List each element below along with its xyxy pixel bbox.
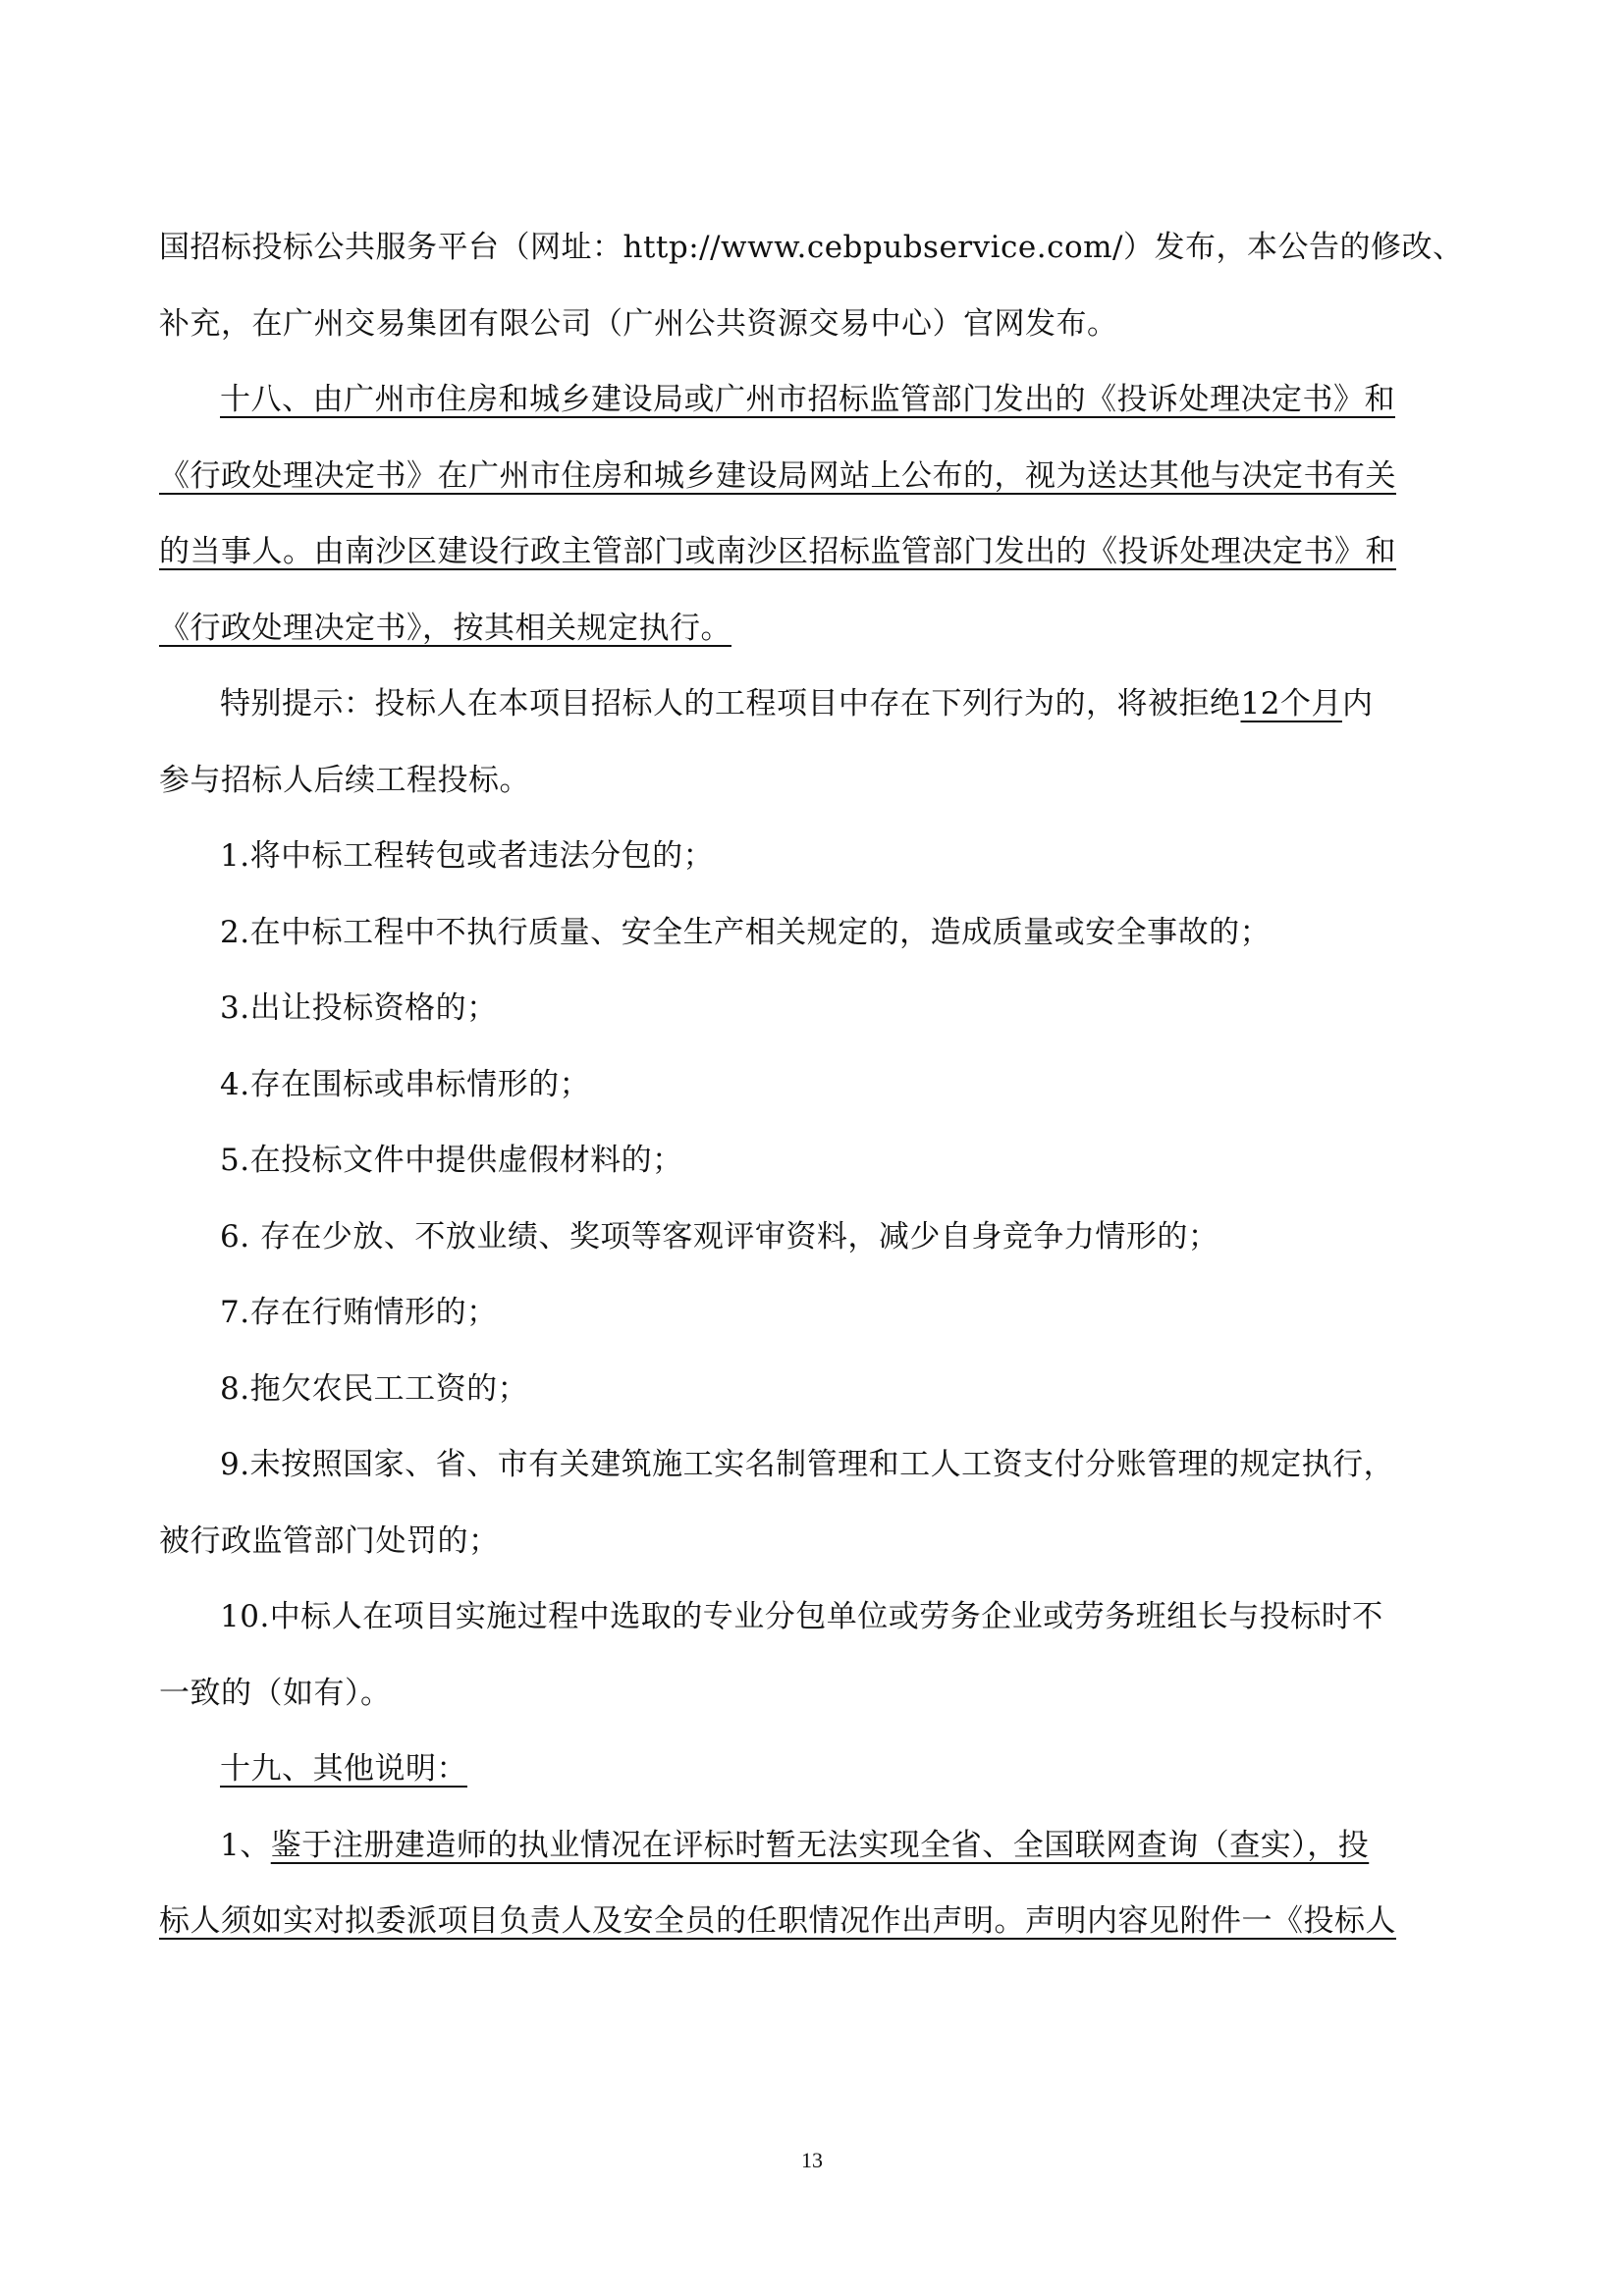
text-line: [159, 1664, 1475, 1740]
underlined-text: 标人须如实对拟委派项目负责人及安全员的任职情况作出声明。声明内容见附件一《投标人: [159, 1903, 1396, 1939]
text-line: [159, 903, 1475, 980]
text-segment: 国招标投标公共服务平台（网址：http://www.cebpubservice.com/）发布，本公告的修改、: [159, 230, 1464, 265]
text-segment: 被行政监管部门处罚的；: [159, 1522, 500, 1559]
text-segment: 9.未按照国家、省、市有关建筑施工实名制管理和工人工资支付分账管理的规定执行，: [220, 1447, 1395, 1482]
text-line: [159, 1816, 1475, 1893]
text-segment: 5.在投标文件中提供虚假材料的；: [220, 1143, 683, 1178]
text-line: [159, 1512, 1475, 1588]
underlined-text: 的当事人。由南沙区建设行政主管部门或南沙区招标监管部门发出的《投诉处理决定书》和: [159, 534, 1396, 569]
text-segment: 参与招标人后续工程投标。: [159, 762, 530, 798]
text-segment: 10.中标人在项目实施过程中选取的专业分包单位或劳务企业或劳务班组长与投标时不: [220, 1599, 1383, 1634]
underlined-text: 十九、其他说明：: [220, 1751, 467, 1787]
text-line: [159, 1892, 1475, 1968]
text-segment: 特别提示：投标人在本项目招标人的工程项目中存在下列行为的，将被拒绝: [220, 686, 1241, 721]
text-line: [159, 1131, 1475, 1207]
text-segment: 3.出让投标资格的；: [220, 990, 498, 1026]
text-line: [159, 1055, 1475, 1132]
text-segment: 8.拖欠农民工工资的；: [220, 1370, 529, 1407]
underlined-text: 12个月: [1240, 686, 1342, 721]
underlined-text: 《行政处理决定书》，按其相关规定执行。: [159, 610, 731, 646]
text-line: [159, 1360, 1475, 1436]
text-line: [159, 1207, 1475, 1284]
text-line: [159, 294, 1475, 371]
text-line: [159, 674, 1475, 751]
text-line: [159, 827, 1475, 903]
text-line: [159, 1435, 1475, 1512]
text-line: [159, 1283, 1475, 1360]
text-segment: 1、: [220, 1827, 271, 1863]
text-line: [159, 1739, 1475, 1816]
text-segment: 1.将中标工程转包或者违法分包的；: [220, 838, 715, 874]
text-line: [159, 522, 1475, 599]
text-line: [159, 979, 1475, 1055]
document-body: [159, 218, 1475, 1968]
text-segment: 6. 存在少放、不放业绩、奖项等客观评审资料，减少自身竞争力情形的；: [220, 1218, 1219, 1255]
text-segment: 一致的（如有）。: [159, 1675, 392, 1711]
text-segment: 内: [1341, 686, 1374, 721]
text-line: [159, 218, 1475, 294]
text-line: [159, 599, 1475, 675]
underlined-text: 鉴于注册建造师的执业情况在评标时暂无法实现全省、全国联网查询（查实），投: [270, 1827, 1370, 1863]
underlined-text: 《行政处理决定书》在广州市住房和城乡建设局网站上公布的，视为送达其他与决定书有关: [159, 457, 1396, 494]
text-segment: 补充，在广州交易集团有限公司（广州公共资源交易中心）官网发布。: [159, 305, 1118, 342]
text-line: [159, 370, 1475, 447]
page-number: 13: [801, 2148, 823, 2172]
text-line: [159, 1587, 1475, 1664]
text-segment: 7.存在行贿情形的；: [220, 1295, 498, 1330]
text-line: [159, 751, 1475, 828]
text-segment: 4.存在围标或串标情形的；: [220, 1066, 591, 1102]
text-segment: 2.在中标工程中不执行质量、安全生产相关规定的，造成质量或安全事故的；: [220, 914, 1272, 950]
underlined-text: 十八、由广州市住房和城乡建设局或广州市招标监管部门发出的《投诉处理决定书》和: [220, 382, 1395, 417]
text-line: [159, 447, 1475, 523]
